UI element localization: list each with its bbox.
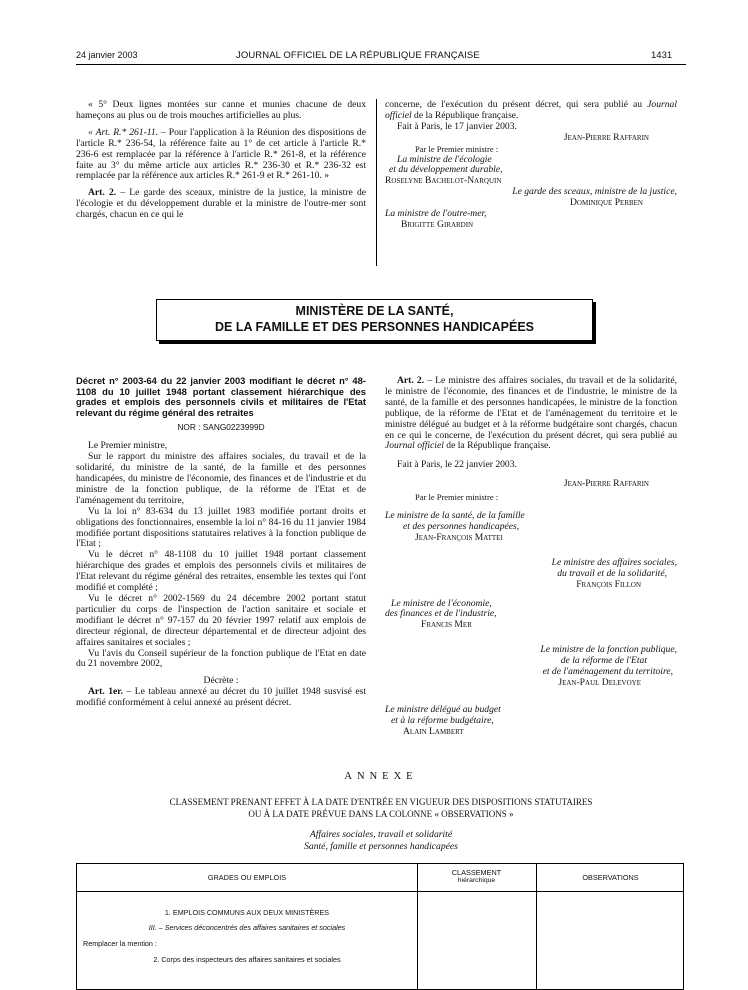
signature-name: Jean-François Mattei: [415, 531, 503, 543]
signature-name: Jean-Paul Delevoye: [558, 676, 641, 688]
journal-ref: Journal officiel: [385, 99, 677, 121]
signature-name: Francis Mer: [421, 619, 472, 631]
column-divider: [376, 99, 377, 266]
paragraph-text: de la République française.: [411, 109, 519, 121]
paragraph-text: – Le ministre des affaires sociales, du travail et de la solidarité, le ministre de l'économie, des finances et de l'industrie, le ministre de la santé, de la famille et des personnes handicapées, le ministre de la fonction publique, de la réforme de l'Etat et de l'aménagement du territoire et le ministre délégué au budget et à la réforme budgétaire sont chargés, chacun en ce qui le concerne, de l'exécution du présent décret, qui sera publié au: [385, 375, 677, 441]
signature-name: Alain Lambert: [403, 725, 464, 737]
signatory-role: Le ministre délégué au budget: [385, 703, 501, 715]
signatory-role: et à la réforme budgétaire,: [391, 714, 494, 726]
paragraph: [76, 188, 366, 221]
signatory-role: et du développement durable,: [389, 164, 503, 176]
paragraph-text: – Le tableau annexé au décret du 10 juillet 1948 susvisé est modifié conformément à celui annexé au présent décret.: [76, 686, 366, 709]
ministry-heading: [156, 299, 593, 341]
signatory-block: [385, 645, 677, 689]
table-row: 2. Corps des inspecteurs des affaires sanitaires et sociales: [153, 955, 341, 964]
signatory-role: des finances et de l'industrie,: [385, 608, 497, 620]
paragraph: [76, 687, 366, 709]
annexe-subtitle: OU À LA DATE PRÉVUE DANS LA COLONNE « OBSERVATIONS »: [248, 809, 514, 819]
signatory-role: Le ministre de la santé, de la famille: [385, 510, 525, 522]
signature-name: Jean-Pierre Raffarin: [563, 478, 649, 490]
signatory-role: et des personnes handicapées,: [403, 520, 520, 532]
paragraph: [385, 100, 677, 122]
table-row: III. – Services déconcentrés des affaires sanitaires et sociales: [148, 923, 346, 932]
article-label: Art. 2.: [397, 375, 425, 386]
column-header: OBSERVATIONS: [582, 873, 639, 882]
paragraph: Vu la loi n° 83-634 du 13 juillet 1983 modifiée portant droits et obligations des fonctionnaires, ensemble la loi n° 84-16 du 11 janvier 1984 modifiée portant dispositions statutaires relatives à la fonction publique de l'Etat ;: [76, 505, 366, 550]
decree-right-column: [385, 376, 677, 738]
table-row: Remplacer la mention :: [83, 939, 157, 948]
paragraph: [76, 128, 366, 183]
nor-reference: NOR : SANG0223999D: [177, 422, 265, 433]
fait-line: Fait à Paris, le 22 janvier 2003.: [397, 459, 517, 471]
paragraph-text: concerne, de l'exécution du présent décret, qui sera publié au: [385, 99, 648, 110]
paragraph: Le Premier ministre,: [88, 440, 168, 452]
paragraph-text: – Pour l'application à la Réunion des dispositions de l'article R.* 236-54, la référence faite au 1° de cet article à l'article R.* 236-6 est remplacée par la référence à l'article R.* 261-8, et la référence faite au 3° du même article aux articles R.* 236-30 et R.* 236-32 est remplacée par la référence aux articles R.* 261-9 et R.* 261-10. »: [76, 126, 366, 182]
article-ref: « Art. R.* 261-11.: [88, 126, 159, 138]
paragraph-text: – Le garde des sceaux, ministre de la justice, la ministre de l'écologie et du développement durable et la ministre de l'outre-mer sont chargés, chacun en ce qui le: [76, 187, 367, 221]
signature-name: Roselyne Bachelot-Narquin: [385, 175, 502, 187]
signatory-role: La ministre de l'écologie: [397, 153, 492, 165]
fait-line: Fait à Paris, le 17 janvier 2003.: [397, 120, 517, 132]
paragraph: « 5° Deux lignes montées sur canne et munies chacune de deux hameçons au plus ou de trois mouches artificielles au plus.: [76, 99, 366, 121]
article-label: Art. 1er.: [88, 686, 124, 698]
signatory-role: La ministre de l'outre-mer,: [385, 208, 487, 220]
decree-title: Décret n° 2003-64 du 22 janvier 2003 modifiant le décret n° 48-1108 du 10 juillet 1948 portant classement hiérarchique des grades et emplois des personnels civils et militaires de l'Etat relevant du régime général des retraites: [76, 375, 366, 418]
page-number: 1431: [651, 50, 673, 61]
header-date: 24 janvier 2003: [76, 50, 138, 60]
signatory-block: [385, 599, 677, 632]
table-row: 1. EMPLOIS COMMUNS AUX DEUX MINISTÈRES: [164, 908, 330, 917]
signatory-role: et de l'aménagement du territoire,: [542, 666, 673, 678]
signature-name: Jean-Pierre Raffarin: [563, 131, 649, 143]
annexe-table: [76, 863, 684, 990]
paragraph: Vu l'avis du Conseil supérieur de la fonction publique de l'Etat en date du 21 novembre 2002,: [76, 647, 366, 670]
table-column-rule: [536, 864, 537, 989]
paragraph: Vu le décret n° 48-1108 du 10 juillet 1948 portant classement hiérarchique des grades et emplois des personnels civils et militaires de l'Etat relevant du régime général des retraites, ensemble les textes qui l'ont modifié et complété ;: [76, 549, 366, 594]
header-rule: [76, 64, 686, 65]
signatory-block: [385, 511, 677, 544]
annexe-subtitle: CLASSEMENT PRENANT EFFET À LA DATE D'ENTRÉE EN VIGUEUR DES DISPOSITIONS STATUTAIRES: [169, 797, 593, 807]
paragraph: Sur le rapport du ministre des affaires sociales, du travail et de la solidarité, du ministre de la santé, de la famille et des personnes handicapées, du ministre de l'économie, des finances et de l'industrie et du ministre de la fonction publique, de la réforme de l'Etat et de l'aménagement du territoire,: [76, 451, 366, 506]
article-label: Art. 2.: [88, 187, 117, 199]
ministry-line: DE LA FAMILLE ET DES PERSONNES HANDICAPÉES: [214, 320, 535, 334]
annexe-section: Santé, famille et personnes handicapées: [304, 841, 458, 852]
signatory-role: du travail et de la solidarité,: [557, 567, 667, 579]
journal-title: JOURNAL OFFICIEL DE LA RÉPUBLIQUE FRANÇAISE: [236, 50, 480, 61]
column-header-sub: hiérarchique: [457, 877, 496, 884]
table-header-rule: [77, 891, 683, 892]
column-header: GRADES OU EMPLOIS: [207, 873, 287, 882]
par-le-premier-ministre: Par le Premier ministre :: [415, 143, 499, 154]
ministry-line: MINISTÈRE DE LA SANTÉ,: [295, 304, 454, 318]
column-header: CLASSEMENT: [451, 868, 502, 877]
signature-name: Brigitte Girardin: [401, 218, 474, 230]
par-le-premier-ministre: Par le Premier ministre :: [415, 492, 499, 503]
paragraph: Vu le décret n° 2002-1569 du 24 décembre 2002 portant statut particulier du corps de l'inspection de l'action sanitaire et sociale et modifiant le décret n° 97-157 du 20 février 1997 relatif aux emplois de directeur régional, de directeur départemental et de directeur adjoint des affaires sanitaires et sociales ;: [76, 592, 366, 648]
decrete: Décrète :: [203, 675, 239, 687]
annexe-section: Affaires sociales, travail et solidarité: [309, 829, 453, 840]
paragraph-text: de la République française.: [443, 440, 551, 452]
signatory-role: Le ministre de la fonction publique,: [540, 644, 677, 656]
decree-left-column: [76, 376, 366, 709]
signatory-role: Le ministre de l'économie,: [391, 597, 492, 609]
signatory-role: Le ministre des affaires sociales,: [551, 556, 677, 568]
signatory-role: Le garde des sceaux, ministre de la justice,: [512, 186, 677, 198]
signatory-block: [385, 705, 677, 738]
paragraph: [385, 376, 677, 452]
signatory-block: [385, 558, 677, 591]
signature-name: Dominique Perben: [570, 197, 643, 209]
signatory-role: de la réforme de l'Etat: [560, 655, 647, 667]
top-left-column: [76, 100, 366, 221]
annexe-title: ANNEXE: [344, 771, 418, 782]
top-right-column: [385, 100, 677, 231]
journal-ref: Journal officiel: [385, 440, 444, 452]
signature-name: François Fillon: [576, 578, 641, 590]
